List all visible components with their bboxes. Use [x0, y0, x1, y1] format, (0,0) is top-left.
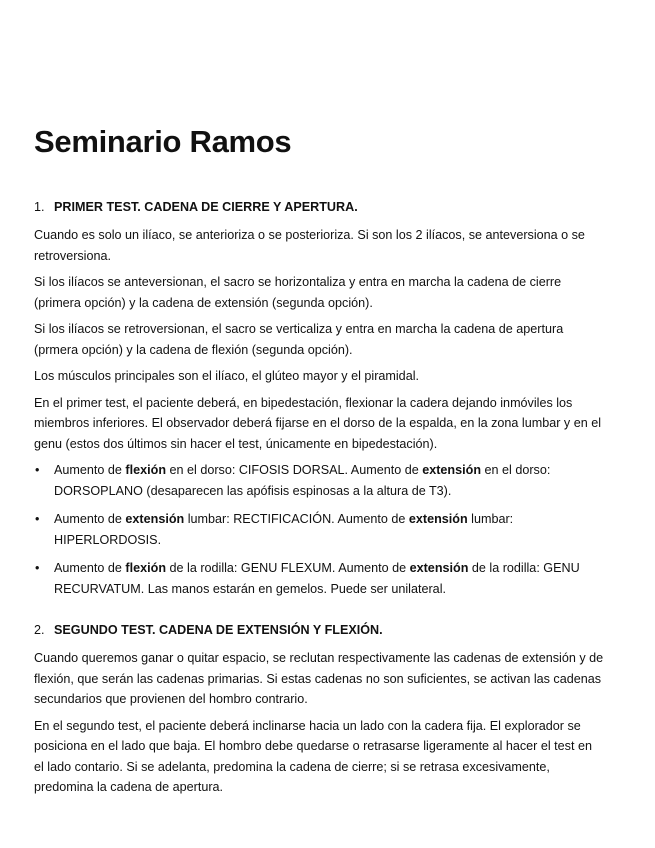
list-text: Aumento de [54, 561, 126, 575]
bullet-list [34, 460, 605, 599]
list-emphasis: flexión [125, 463, 167, 477]
paragraph: En el segundo test, el paciente deberá inclinarse hacia un lado con la cadera fija. El explorador se posiciona en el lado que baja. El hombro debe quedarse o retrasarse ligeramente al hacer el test en el lado contario. Si se adelanta, predomina la cadena de cierre; si se retrasa excesivamente, predomina la cadena de apertura. [34, 718, 592, 794]
list-emphasis: extensión [408, 512, 468, 526]
bullet-icon: • [35, 561, 40, 575]
bullet-icon: • [35, 512, 40, 526]
list-text: Aumento de [54, 512, 126, 526]
list-text: de la rodilla: GENU RECURVATUM. Las manos estarán en gemelos. Puede ser unilateral. [54, 561, 580, 596]
list-text: lumbar: RECTIFICACIÓN. Aumento de [184, 512, 409, 526]
paragraph: Si los ilíacos se retroversionan, el sacro se verticaliza y entra en marcha la cadena de apertura (prmera opción) y la cadena de flexión (segunda opción). [34, 322, 564, 357]
paragraph: Cuando es solo un ilíaco, se anterioriza o se posterioriza. Si son los 2 ilíacos, se anteversiona o se retroversiona. [34, 228, 585, 263]
section-heading-text: PRIMER TEST. CADENA DE CIERRE Y APERTURA. [54, 200, 358, 214]
section-heading [34, 198, 605, 216]
section-number: 2. [34, 623, 45, 637]
list-emphasis: extensión [125, 512, 185, 526]
section-number: 1. [34, 200, 45, 214]
section-heading-text: SEGUNDO TEST. CADENA DE EXTENSIÓN Y FLEXIÓN. [54, 623, 383, 637]
list-text: en el dorso: DORSOPLANO (desaparecen las apófisis espinosas a la altura de T3). [54, 463, 551, 498]
list-emphasis: extensión [409, 561, 469, 575]
bullet-icon: • [35, 463, 40, 477]
section-segundo-test [34, 621, 605, 798]
list-text: en el dorso: CIFOSIS DORSAL. Aumento de [166, 463, 423, 477]
section-heading [34, 621, 605, 639]
list-item [35, 558, 605, 599]
paragraph: Los músculos principales son el ilíaco, el glúteo mayor y el piramidal. [34, 369, 419, 383]
list-text: de la rodilla: GENU FLEXUM. Aumento de [166, 561, 410, 575]
paragraph: Cuando queremos ganar o quitar espacio, se reclutan respectivamente las cadenas de extensión y de flexión, que serán las cadenas primarias. Si estas cadenas no son suficientes, se activan las cadenas secundarios que provienen del hombro contrario. [34, 651, 604, 706]
paragraph: Si los ilíacos se anteversionan, el sacro se horizontaliza y entra en marcha la cadena de cierre (primera opción) y la cadena de extensión (segunda opción). [34, 275, 562, 310]
paragraph: En el primer test, el paciente deberá, en bipedestación, flexionar la cadera dejando inmóviles los miembros inferiores. El observador deberá fijarse en el dorso de la espalda, en la zona lumbar y en el genu (estos dos últimos sin hacer el test, únicamente en bipedestación). [34, 395, 602, 451]
list-item [35, 509, 605, 550]
section-primer-test [34, 198, 605, 599]
list-text: lumbar: HIPERLORDOSIS. [54, 512, 514, 547]
list-emphasis: extensión [422, 463, 482, 477]
list-text: Aumento de [54, 463, 126, 477]
page-title: Seminario Ramos [34, 124, 292, 159]
list-item [35, 460, 605, 501]
list-emphasis: flexión [125, 561, 167, 575]
